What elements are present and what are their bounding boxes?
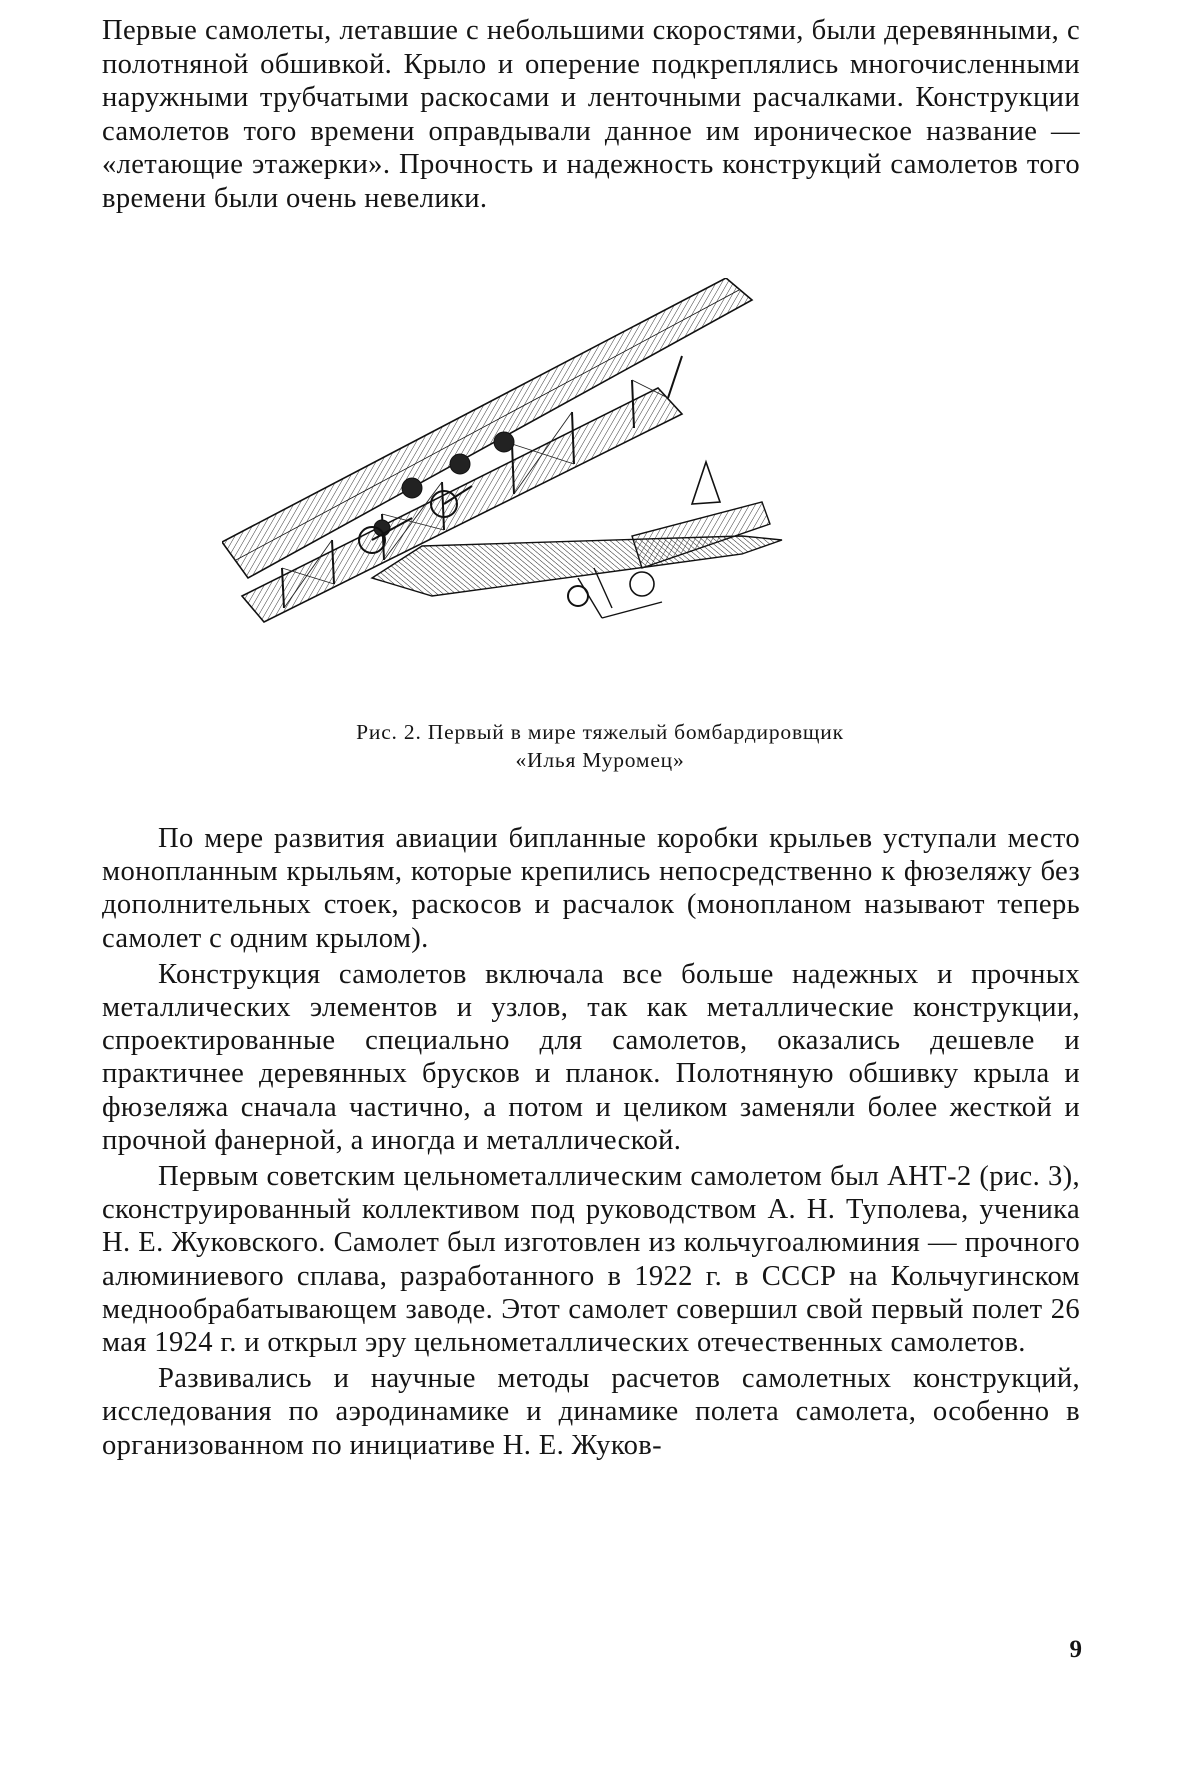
- figure-illustration: [222, 278, 982, 688]
- biplane-illustration-icon: [222, 278, 982, 688]
- paragraph-scientific-methods: Развивались и научные методы расчетов самолетных конструкций, исследования по аэродинамике и динамике полета самолета, особенно в организованном по инициативе Н. Е. Жуков-: [102, 1363, 1080, 1461]
- figure-caption-line-2: «Илья Муромец»: [515, 748, 685, 772]
- figure-caption: [180, 718, 1020, 774]
- page-number: 9: [1069, 1636, 1082, 1663]
- paragraph-ant2: Первым советским цельнометаллическим самолетом был АНТ-2 (рис. 3), сконструированный коллективом под руководством А. Н. Туполева, ученика Н. Е. Жуковского. Самолет был изготовлен из кольчугоалюминия — прочного алюминиевого сплава, разработанного в 1922 г. в СССР на Кольчугинском меднообрабатывающем заводе. Этот самолет совершил свой первый полет 26 мая 1924 г. и открыл эру цельнометаллических отечественных самолетов.: [102, 1161, 1080, 1359]
- top-paragraph: Первые самолеты, летавшие с небольшими скоростями, были деревянными, с полотняной обшивкой. Крыло и оперение подкреплялись многочисленными наружными трубчатыми раскосами и ленточными расчалками. Конструкции самолетов того времени оправдывали данное им ироническое название — «летающие этажерки». Прочность и надежность конструкций самолетов того времени были очень невелики.: [102, 15, 1080, 214]
- paragraph-monoplane: По мере развития авиации бипланные коробки крыльев уступали место монопланным крыльям, которые крепились непосредственно к фюзеляжу без дополнительных стоек, раскосов и расчалок (монопланом называют теперь самолет с одним крылом).: [102, 823, 1080, 954]
- paragraph-metal-structures: Конструкция самолетов включала все больше надежных и прочных металлических элементов и узлов, так как металлические конструкции, спроектированные специально для самолетов, оказались дешевле и практичнее деревянных брусков и планок. Полотняную обшивку крыла и фюзеляжа сначала частично, а потом и целиком заменяли более жесткой и прочной фанерной, а иногда и металлической.: [102, 958, 1080, 1156]
- figure-caption-line-1: Рис. 2. Первый в мире тяжелый бомбардировщик: [356, 720, 844, 744]
- body-text: [102, 822, 1080, 1465]
